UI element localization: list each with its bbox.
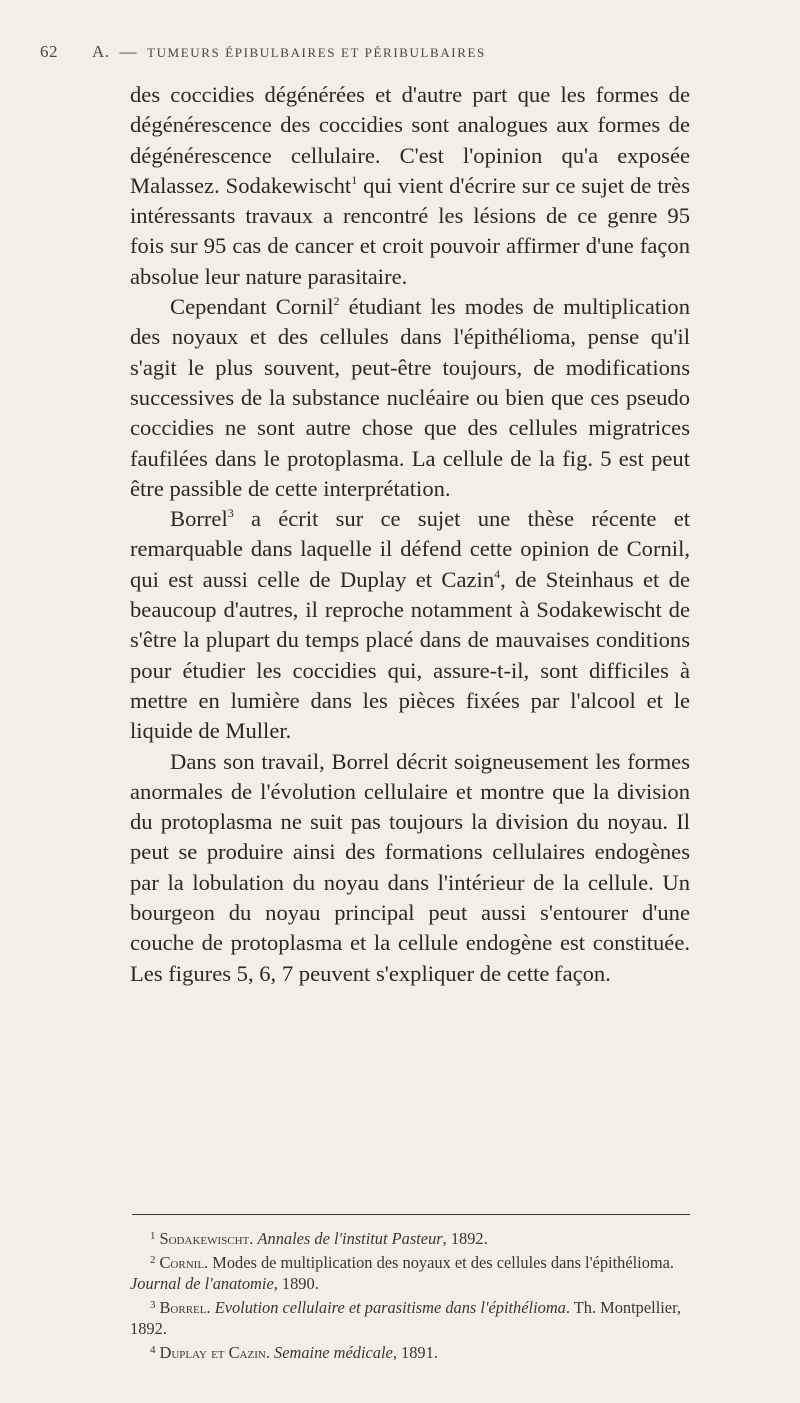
footnote-number: 4 [150, 1343, 156, 1356]
footnote-separator [132, 1214, 690, 1215]
footnote-number: 3 [150, 1298, 156, 1311]
page-number: 62 [40, 42, 58, 61]
footnote-rest: , 1890. [273, 1274, 319, 1294]
footnote-rest: . Th. Montpellier, 1892. [130, 1297, 681, 1339]
paragraph-2-text-b: étudiant les modes de multiplication des noyaux et des cellules dans l'épithélioma, pense qu'il s'agit le plus souvent, peut-être toujours, de modifications successives de la substance nucléaire ou bien que ces pseudo coccidies ne sont autre chose que des cellules migratrices faufilées dans le protoplasma. La cellule de la fig. 5 est peut être passible de cette interprétation. [130, 294, 690, 501]
footnote-author: Borrel [159, 1297, 207, 1317]
section-letter: A. [92, 42, 110, 61]
body-text [130, 80, 690, 989]
paragraph-3-text-b: a écrit sur ce sujet une thèse récente et remarquable dans laquelle il défend cette opinion de Cornil, qui est aussi celle de Duplay et Cazin [130, 506, 690, 592]
footnotes [130, 1226, 690, 1364]
paragraph-3 [130, 504, 690, 746]
footnote-ref-4[interactable]: 4 [494, 566, 501, 581]
footnote-number: 2 [150, 1253, 156, 1266]
paragraph-3-text-a: Borrel [170, 506, 228, 532]
paragraph-4: Dans son travail, Borrel décrit soigneusement les formes anormales de l'évolution cellulaire et montre que la division du protoplasma ne suit pas toujours la division du noyau. Il peut se produire ainsi des formations cellulaires endogènes par la lobulation du noyau dans l'intérieur de la cellule. Un bourgeon du noyau principal peut aussi s'entourer d'une couche de protoplasma et la cellule endogène est constituée. Les figures 5, 6, 7 peuvent s'expliquer de cette façon. [130, 748, 690, 986]
footnote-ref-3[interactable]: 3 [227, 506, 234, 521]
footnote-author: Duplay et Cazin [159, 1342, 266, 1362]
paragraph-2-text-a: Cependant Cornil [170, 294, 334, 320]
footnote-ref-2[interactable]: 2 [333, 294, 340, 309]
footnote-source: Semaine médicale [274, 1342, 393, 1362]
footnote-ref-1[interactable]: 1 [351, 172, 358, 187]
footnote-author: Cornil [159, 1252, 205, 1272]
footnote-rest: , 1891. [392, 1342, 438, 1362]
footnote-source: Journal de l'anatomie [130, 1274, 274, 1294]
running-title: TUMEURS ÉPIBULBAIRES ET PÉRIBULBAIRES [147, 45, 486, 60]
footnote-source: Annales de l'institut Pasteur [257, 1229, 443, 1248]
footnote-text: . [206, 1297, 215, 1317]
paragraph-2 [130, 292, 690, 504]
footnote-4 [130, 1340, 690, 1364]
footnote-source: Evolution cellulaire et parasitisme dans l'épithélioma [214, 1297, 566, 1317]
footnote-rest: , 1892. [442, 1229, 488, 1248]
paragraph-1-text-a: des coccidies dégénérées et d'autre part que les formes de dégénérescence des coccidies sont analogues aux formes de dégénérescence cellulaire. C'est l'opinion qu'a exposée Malassez. Sodakewischt [130, 82, 690, 198]
footnote-text: . [265, 1342, 275, 1362]
footnote-text: . [249, 1229, 258, 1248]
running-head [40, 42, 680, 62]
footnote-1 [130, 1226, 690, 1250]
footnote-author: Sodakewischt [159, 1229, 250, 1248]
header-dash: — [119, 42, 138, 61]
footnote-text: . Modes de multiplication des noyaux et des cellules dans l'épithélioma. [204, 1252, 675, 1272]
paragraph-1-text-b: qui vient d'écrire sur ce sujet de très intéressants travaux a rencontré les lésions de ce genre 95 fois sur 95 cas de cancer et croit pouvoir affirmer d'une façon absolue leur nature parasitaire. [130, 172, 690, 289]
paragraph-3-text-c: , de Steinhaus et de beaucoup d'autres, il reproche notamment à Sodakewischt de s'être la plupart du temps placé dans de mauvaises conditions pour étudier les coccidies qui, assure-t-il, sont difficiles à mettre en lumière dans les pièces fixées par l'alcool et le liquide de Muller. [130, 566, 691, 744]
footnote-number: 1 [150, 1230, 156, 1242]
footnote-3 [130, 1295, 690, 1340]
footnote-2 [130, 1250, 690, 1295]
paragraph-1 [130, 80, 690, 292]
